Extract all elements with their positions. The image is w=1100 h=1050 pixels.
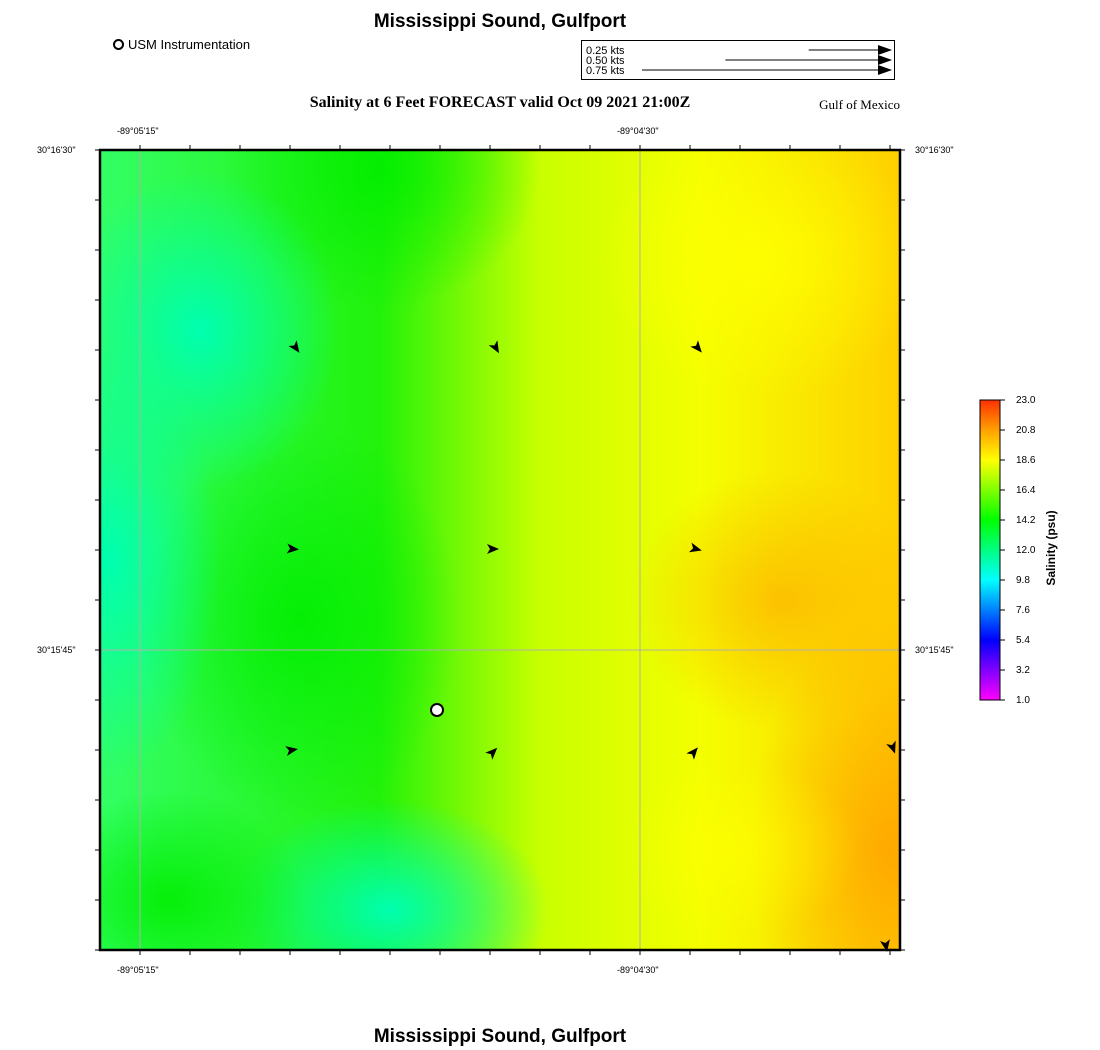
colorbar-ticks — [1000, 400, 1005, 700]
colorbar-tick-label: 20.8 — [1016, 425, 1036, 436]
colorbar-tick-label: 18.6 — [1016, 455, 1036, 466]
lat-label-left-1: 30°16'30" — [37, 145, 76, 155]
lat-label-left-2: 30°15'45" — [37, 645, 76, 655]
lon-label-bottom-2: -89°04'30" — [617, 965, 659, 975]
colorbar-tick-label: 16.4 — [1016, 485, 1036, 496]
vector-legend-label-2: 0.50 kts — [586, 55, 625, 67]
colorbar-tick-label: 1.0 — [1016, 695, 1030, 706]
colorbar-tick-label: 23.0 — [1016, 395, 1036, 406]
colorbar-tick-label: 7.6 — [1016, 605, 1030, 616]
lon-label-bottom-1: -89°05'15" — [117, 965, 159, 975]
colorbar-tick-label: 9.8 — [1016, 575, 1030, 586]
colorbar-title: Salinity (psu) — [1044, 510, 1058, 586]
colorbar — [980, 400, 1000, 700]
colorbar-tick-label: 3.2 — [1016, 665, 1030, 676]
map-footer-title: Mississippi Sound, Gulfport — [373, 1026, 627, 1047]
lat-label-right-1: 30°16'30" — [915, 145, 954, 155]
lat-label-right-2: 30°15'45" — [915, 645, 954, 655]
colorbar-tick-label: 14.2 — [1016, 515, 1036, 526]
vector-legend-label-3: 0.75 kts — [586, 65, 625, 77]
colorbar-tick-label: 12.0 — [1016, 545, 1036, 556]
region-label: Gulf of Mexico — [819, 97, 900, 112]
lon-label-top-2: -89°04'30" — [617, 126, 659, 136]
vector-legend-label-1: 0.25 kts — [586, 45, 625, 57]
map-title: Mississippi Sound, Gulfport — [373, 11, 627, 32]
station-legend-label: USM Instrumentation — [128, 37, 251, 52]
lon-label-top-1: -89°05'15" — [117, 126, 159, 136]
colorbar-tick-label: 5.4 — [1016, 635, 1030, 646]
forecast-subtitle: Salinity at 6 Feet FORECAST valid Oct 09 2021 21:00Z — [309, 94, 691, 111]
usm-station-marker[interactable] — [431, 704, 443, 716]
salinity-field — [0, 30, 1030, 1050]
